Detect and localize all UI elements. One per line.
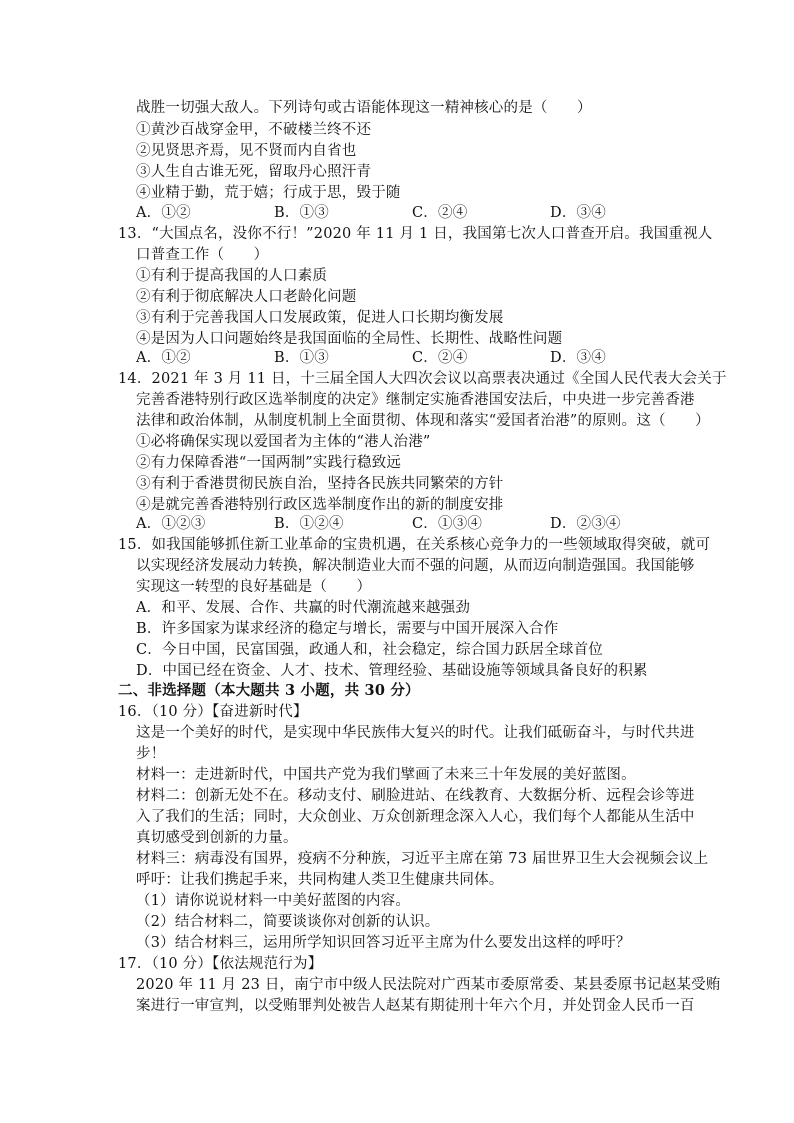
q16-header: 16．（10 分）【奋进新时代】 bbox=[118, 704, 308, 720]
q15-option-c[interactable]: C．今日中国，民富国强，政通人和，社会稳定，综合国力跃居全球首位 bbox=[136, 642, 603, 658]
q12-option-b[interactable]: B．①③ bbox=[274, 205, 329, 221]
q13-item-3: ③有利于完善我国人口发展政策，促进人口长期均衡发展 bbox=[136, 310, 504, 326]
q14-item-4: ④是就完善香港特别行政区选举制度作出的新的制度安排 bbox=[136, 497, 504, 513]
q14-option-a[interactable]: A．①②③ bbox=[136, 516, 206, 532]
q14-stem-line-1: 14．2021 年 3 月 11 日，十三届全国人大四次会议以高票表决通过《全国人民代表大会关于 bbox=[118, 371, 727, 387]
q12-item-2: ②见贤思齐焉，见不贤而内自省也 bbox=[136, 143, 357, 159]
q13-options bbox=[136, 348, 696, 368]
q12-options bbox=[136, 203, 696, 223]
q14-options bbox=[136, 514, 696, 534]
q15-option-a[interactable]: A．和平、发展、合作、共赢的时代潮流越来越强劲 bbox=[136, 600, 471, 616]
q14-item-2: ②有力保障香港“一国两制”实践行稳致远 bbox=[136, 455, 402, 471]
q14-item-1: ①必将确保实现以爱国者为主体的“港人治港” bbox=[136, 434, 431, 450]
q12-option-c[interactable]: C．②④ bbox=[412, 205, 468, 221]
q15-stem-line-2: 以实现经济发展动力转换，解决制造业大而不强的问题，从而迈向制造强国。我国能够 bbox=[136, 558, 695, 574]
q15-stem-line-3: 实现这一转型的良好基础是（ ） bbox=[136, 579, 372, 595]
q13-option-d[interactable]: D．③④ bbox=[550, 350, 606, 366]
q15-stem-line-1: 15．如我国能够抓住新工业革命的宝贵机遇，在关系核心竞争力的一些领域取得突破，就可 bbox=[118, 537, 711, 553]
q13-item-2: ②有利于彻底解决人口老龄化问题 bbox=[136, 289, 357, 305]
q13-stem-line-2: 口普查工作（ ） bbox=[136, 247, 269, 263]
q14-stem-line-2: 完善香港特别行政区选举制度的决定》继制定实施香港国安法后，中央进一步完善香港 bbox=[136, 392, 695, 408]
q16-sub-question-3: （3）结合材料三，运用所学知识回答习近平主席为什么要发出这样的呼吁？ bbox=[136, 935, 631, 951]
q13-option-c[interactable]: C．②④ bbox=[412, 350, 468, 366]
q13-stem-line-1: 13．“大国点名，没你不行！”2020 年 11 月 1 日，我国第七次人口普查开启。我国重视人 bbox=[118, 226, 713, 242]
q16-material-2-line-1: 材料二：创新无处不在。移动支付、刷脸进站、在线教育、大数据分析、远程会诊等进 bbox=[136, 788, 695, 804]
q14-stem-line-3: 法律和政治体制，从制度机制上全面贯彻、体现和落实“爱国者治港”的原则。这（ ） bbox=[136, 413, 710, 429]
q16-material-2-line-2: 入了我们的生活；同时，大众创业、万众创新理念深入人心，我们每个人都能从生活中 bbox=[136, 809, 695, 825]
q13-option-a[interactable]: A．①② bbox=[136, 350, 191, 366]
q16-intro-line-2: 步！ bbox=[136, 746, 166, 762]
q17-text-line-1: 2020 年 11 月 23 日，南宁市中级人民法院对广西某市委原常委、某县委原书记赵某受贿 bbox=[136, 977, 721, 993]
q17-text-line-2: 案进行一审宣判，以受贿罪判处被告人赵某有期徒刑十年六个月，并处罚金人民币一百 bbox=[136, 998, 695, 1014]
q13-option-b[interactable]: B．①③ bbox=[274, 350, 329, 366]
q12-item-3: ③人生自古谁无死，留取丹心照汗青 bbox=[136, 164, 372, 180]
q13-item-1: ①有利于提高我国的人口素质 bbox=[136, 268, 328, 284]
q16-material-3-line-2: 呼吁：让我们携起手来，共同构建人类卫生健康共同体。 bbox=[136, 872, 504, 888]
q12-item-1: ①黄沙百战穿金甲，不破楼兰终不还 bbox=[136, 122, 372, 138]
q16-material-2-line-3: 真切感受到创新的力量。 bbox=[136, 830, 298, 846]
q16-sub-question-2: （2）结合材料二，简要谈谈你对创新的认识。 bbox=[136, 914, 440, 930]
q16-sub-question-1: （1）请你说说材料一中美好蓝图的内容。 bbox=[136, 893, 411, 909]
q12-option-a[interactable]: A．①② bbox=[136, 205, 191, 221]
q14-option-c[interactable]: C．①③④ bbox=[412, 516, 483, 532]
q14-option-d[interactable]: D．②③④ bbox=[550, 516, 621, 532]
q17-header: 17．（10 分）【依法规范行为】 bbox=[118, 956, 323, 972]
q15-option-d[interactable]: D．中国已经在资金、人才、技术、管理经验、基础设施等领域具备良好的积累 bbox=[136, 663, 648, 679]
q12-stem: 战胜一切强大敌人。下列诗句或古语能体现这一精神核心的是（ ） bbox=[136, 100, 592, 116]
q16-intro-line-1: 这是一个美好的时代，是实现中华民族伟大复兴的时代。让我们砥砺奋斗，与时代共进 bbox=[136, 725, 695, 741]
q16-material-3-line-1: 材料三：病毒没有国界，疫病不分种族，习近平主席在第 73 届世界卫生大会视频会议上 bbox=[136, 851, 709, 867]
q13-item-4: ④是因为人口问题始终是我国面临的全局性、长期性、战略性问题 bbox=[136, 331, 563, 347]
q12-item-4: ④业精于勤，荒于嬉；行成于思，毁于随 bbox=[136, 185, 401, 201]
q14-item-3: ③有利于香港贯彻民族自治，坚持各民族共同繁荣的方针 bbox=[136, 476, 504, 492]
q14-option-b[interactable]: B．①②④ bbox=[274, 516, 344, 532]
q16-material-1: 材料一：走进新时代，中国共产党为我们擘画了未来三十年发展的美好蓝图。 bbox=[136, 767, 636, 783]
q12-option-d[interactable]: D．③④ bbox=[550, 205, 606, 221]
section-2-heading: 二、非选择题（本大题共 3 小题，共 30 分） bbox=[118, 682, 420, 699]
q15-option-b[interactable]: B．许多国家为谋求经济的稳定与增长，需要与中国开展深入合作 bbox=[136, 621, 559, 637]
